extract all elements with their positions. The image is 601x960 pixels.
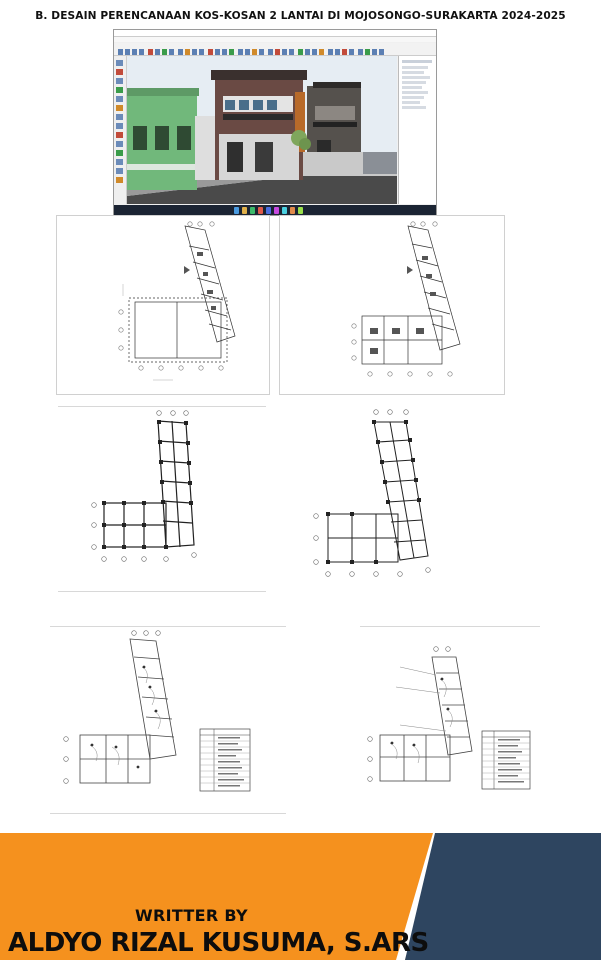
electrical-plan-1 (50, 626, 286, 814)
os-taskbar (114, 205, 436, 215)
sketchup-screenshot (113, 29, 437, 216)
floor-plan-1 (56, 215, 270, 395)
writter-label: WRITTER BY (135, 906, 248, 925)
tools-sidebar (114, 56, 127, 204)
floor-plan-2 (279, 215, 505, 395)
legend-table-2 (482, 731, 530, 789)
app-toolbar (114, 43, 436, 56)
author-name: ALDYO RIZAL KUSUMA, S.ARS (8, 928, 429, 958)
legend-table (200, 729, 250, 791)
app-menubar (114, 37, 436, 42)
structure-plan-2 (282, 406, 478, 590)
app-titlebar (114, 30, 436, 37)
3d-model-viewport (127, 56, 397, 204)
default-tray-panel (398, 56, 436, 204)
page-title: B. DESAIN PERENCANAAN KOS-KOSAN 2 LANTAI DI MOJOSONGO-SURAKARTA 2024-2025 (35, 10, 566, 22)
footer-navy-band (405, 833, 601, 960)
electrical-plan-2 (360, 626, 540, 807)
structure-plan-1 (58, 406, 266, 592)
